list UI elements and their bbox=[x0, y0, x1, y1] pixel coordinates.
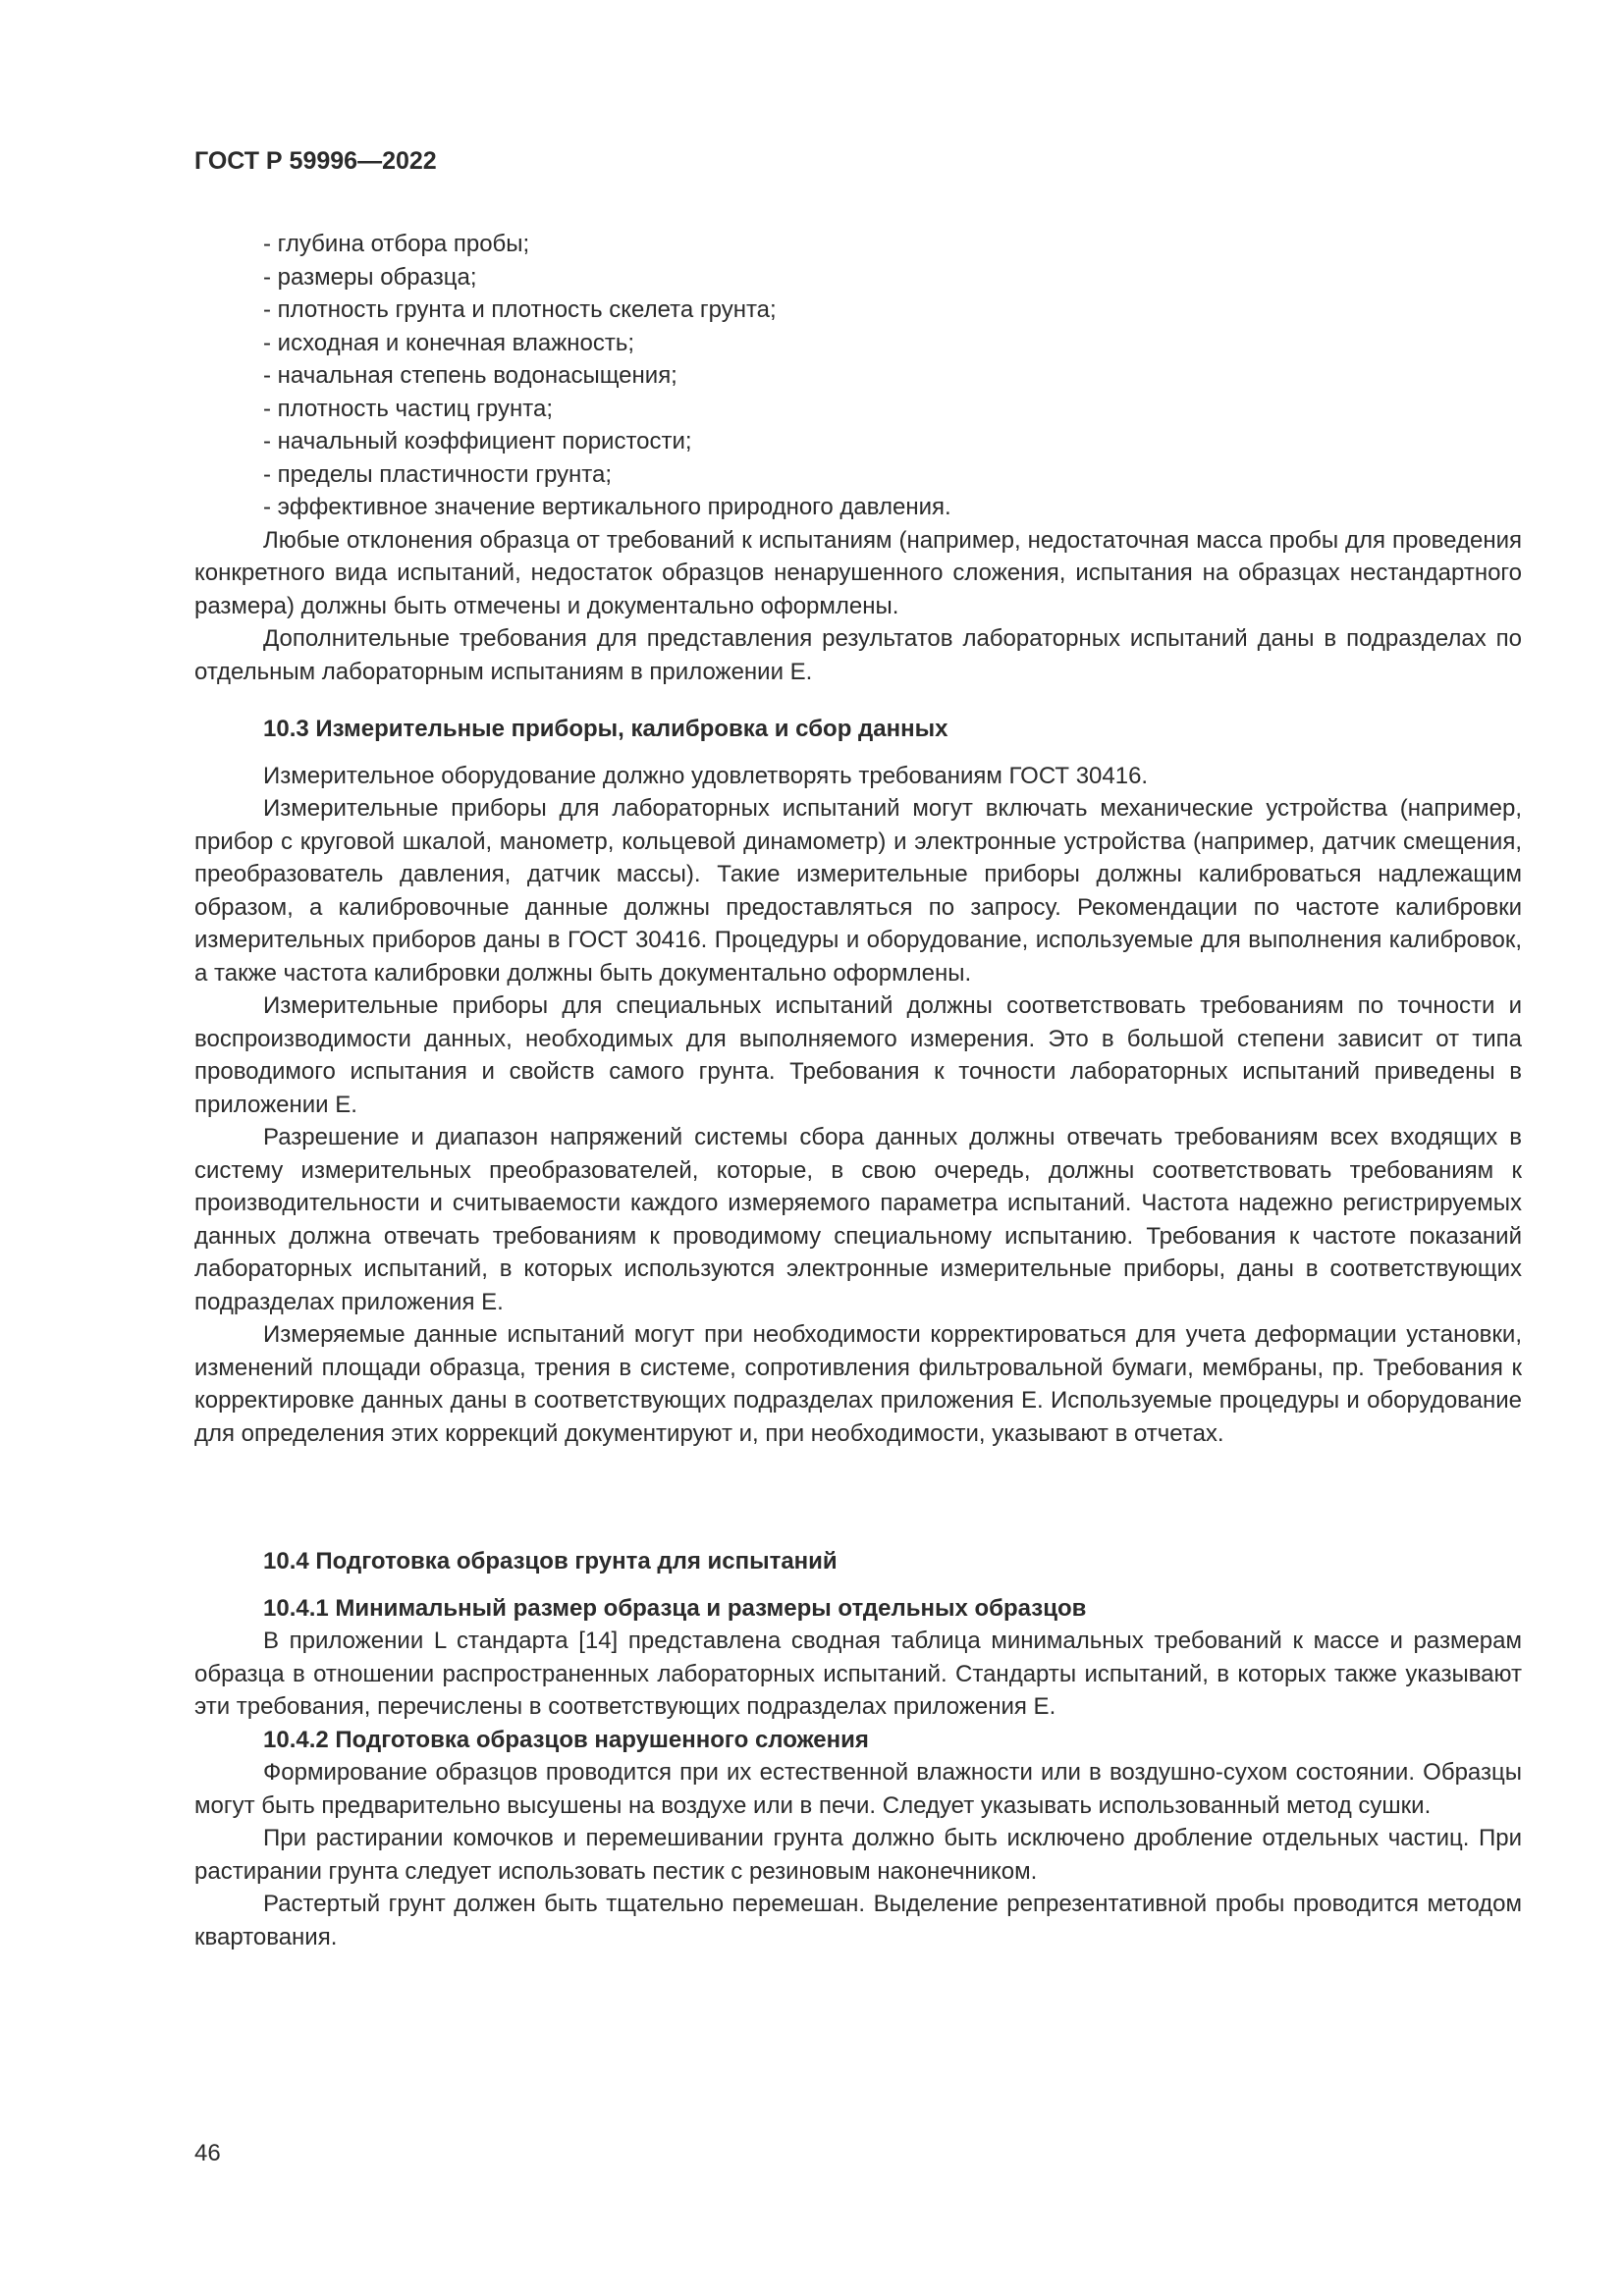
paragraph: При растирании комочков и перемешивании грунта должно быть исключено дробление отдельных частиц. При растирании грунта следует использовать пестик с резиновым наконечником. bbox=[194, 1825, 1522, 1885]
list-item: - плотность частиц грунта; bbox=[263, 395, 553, 422]
paragraph: Измерительные приборы для специальных испытаний должны соответствовать требованиям по точности и воспроизводимости данных, необходимых для выполняемого измерения. Это в большой степени зависит от типа проводимого испытания и свойств самого грунта. Требования к точности лабораторных испытаний приведены в приложении Е. bbox=[194, 992, 1522, 1118]
list-item: - пределы пластичности грунта; bbox=[263, 460, 613, 488]
intro-block bbox=[194, 228, 1522, 688]
paragraph: Измеряемые данные испытаний могут при необходимости корректироваться для учета деформации установки, изменений площади образца, трения в системе, сопротивления фильтровальной бумаги, мембраны, пр. Требования к корректировке данных даны в соответствующих подразделах приложения Е. Используемые процедуры и оборудование для определения этих коррекций документируют и, при необходимости, указывают в отчетах. bbox=[194, 1321, 1522, 1447]
section-10-4 bbox=[194, 1545, 1522, 1953]
list-item: - исходная и конечная влажность; bbox=[263, 329, 635, 356]
paragraph: Растертый грунт должен быть тщательно перемешан. Выделение репрезентативной пробы проводится методом квартования. bbox=[194, 1891, 1522, 1950]
paragraph: Разрешение и диапазон напряжений системы сбора данных должны отвечать требованиям всех входящих в систему измерительных преобразователей, которые, в свою очередь, должны соответствовать требованиям к производительности и считываемости каждого измеряемого параметра испытаний. Частота надежно регистрируемых данных должна отвечать требованиям к проводимому специальному испытанию. Требования к частоте показаний лабораторных испытаний, в которых используются электронные измерительные приборы, даны в соответствующих подразделах приложения Е. bbox=[194, 1124, 1522, 1315]
list-item: - эффективное значение вертикального природного давления. bbox=[263, 494, 951, 520]
list-item: - глубина отбора пробы; bbox=[263, 231, 530, 257]
list-item: - размеры образца; bbox=[263, 263, 477, 291]
list-item: - начальная степень водонасыщения; bbox=[263, 362, 677, 389]
subsection-heading: 10.4.2 Подготовка образцов нарушенного сложения bbox=[263, 1726, 869, 1753]
paragraph: Дополнительные требования для представления результатов лабораторных испытаний даны в подразделах по отдельным лабораторным испытаниям в приложении Е. bbox=[194, 625, 1522, 685]
list-item: - начальный коэффициент пористости; bbox=[263, 428, 692, 454]
list-item: - плотность грунта и плотность скелета грунта; bbox=[263, 296, 777, 323]
section-10-3 bbox=[194, 713, 1522, 1450]
document-header: ГОСТ Р 59996—2022 bbox=[194, 147, 437, 175]
paragraph: Любые отклонения образца от требований к испытаниям (например, недостаточная масса пробы для проведения конкретного вида испытаний, недостаток образцов ненарушенного сложения, испытания на образцах нестандартного размера) должны быть отмечены и документально оформлены. bbox=[194, 526, 1522, 619]
paragraph: Измерительные приборы для лабораторных испытаний могут включать механические устройства (например, прибор с круговой шкалой, манометр, кольцевой динамометр) и электронные устройства (например, датчик смещения, преобразователь давления, датчик массы). Такие измерительные приборы должны калиброваться надлежащим образом, а калибровочные данные должны предоставляться по запросу. Рекомендации по частоте калибровки измерительных приборов даны в ГОСТ 30416. Процедуры и оборудование, используемые для выполнения калибровок, а также частота калибровки должны быть документально оформлены. bbox=[194, 795, 1522, 987]
subsection-heading: 10.4.1 Минимальный размер образца и размеры отдельных образцов bbox=[263, 1594, 1087, 1622]
paragraph: Формирование образцов проводится при их естественной влажности или в воздушно-сухом состоянии. Образцы могут быть предварительно высушены на воздухе или в печи. Следует указывать использованный метод сушки. bbox=[194, 1759, 1522, 1819]
section-heading: 10.3 Измерительные приборы, калибровка и сбор данных bbox=[263, 716, 948, 742]
paragraph: Измерительное оборудование должно удовлетворять требованиям ГОСТ 30416. bbox=[263, 762, 1149, 789]
paragraph: В приложении L стандарта [14] представлена сводная таблица минимальных требований к массе и размерам образца в отношении распространенных лабораторных испытаний. Стандарты испытаний, в которых также указывают эти требования, перечислены в соответствующих подразделах приложения Е. bbox=[194, 1628, 1522, 1720]
page-number: 46 bbox=[194, 2140, 221, 2166]
section-heading: 10.4 Подготовка образцов грунта для испытаний bbox=[263, 1548, 838, 1575]
